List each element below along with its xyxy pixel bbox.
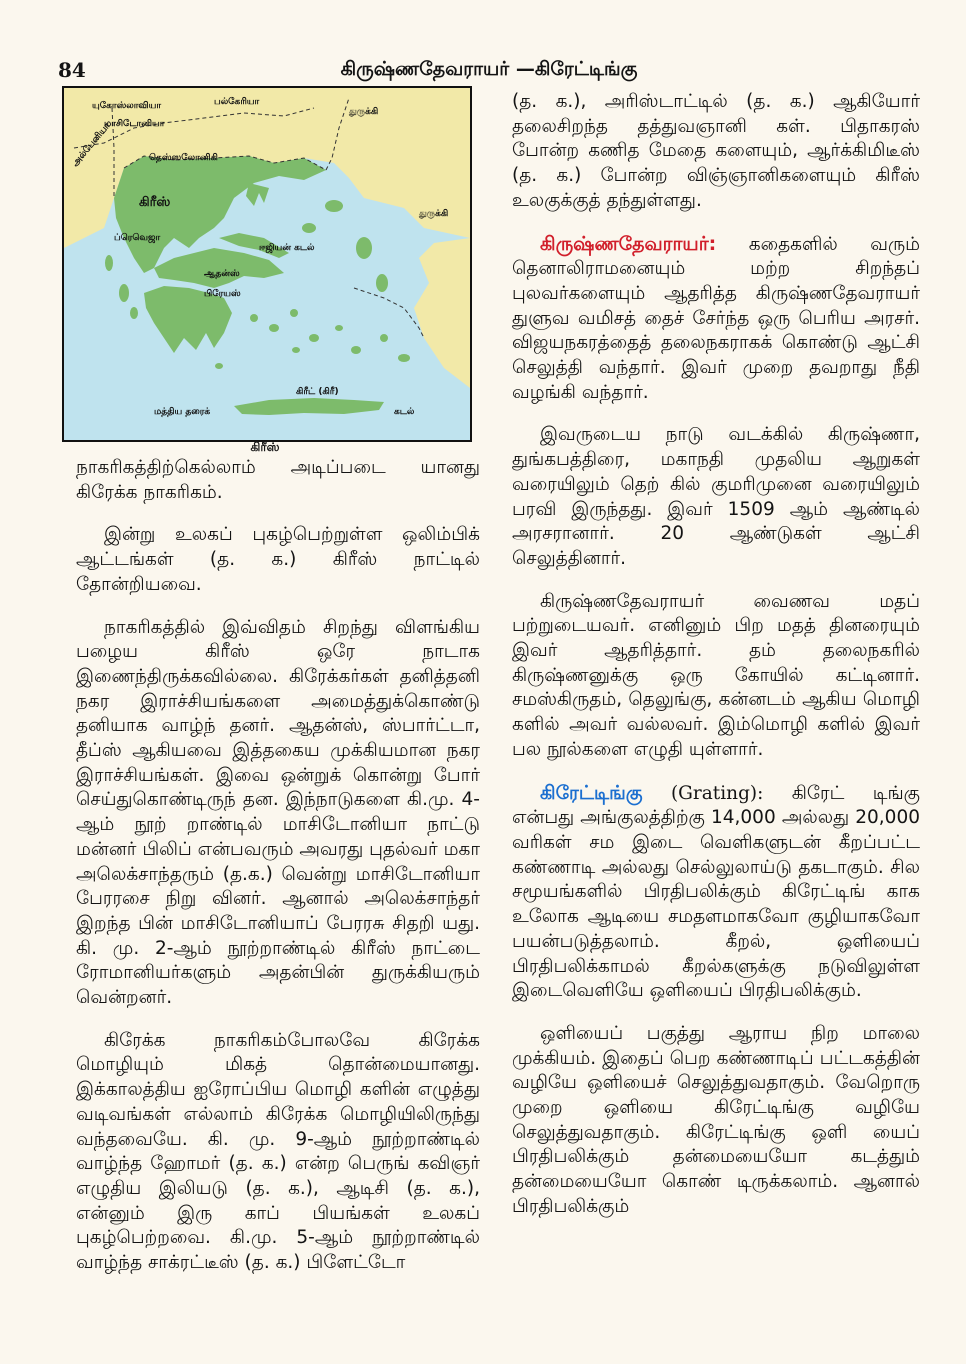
greece-map-svg bbox=[64, 88, 470, 440]
paragraph: இவருடைய நாடு வடக்கில் கிருஷ்ணா, துங்கபத்திரை, மகாநதி முதலிய ஆறுகள் வரையிலும் தெற் கில் குமரிமுனை வரையிலும் பரவி இருந்தது. இவர் 1509 ஆம் ஆண்டில் அரசரானார். 20 ஆண்டுகள் ஆட்சி செலுத்தினார். bbox=[512, 424, 920, 569]
island bbox=[215, 363, 223, 369]
island bbox=[269, 324, 279, 332]
map-label-med-sea-left: மத்திய தரைக் bbox=[154, 407, 211, 417]
island bbox=[325, 200, 343, 212]
island bbox=[130, 307, 138, 319]
page-header bbox=[58, 56, 920, 86]
map-label-yugoslavia: யுகோஸ்லாவியா bbox=[92, 101, 162, 111]
paragraph: நாகரிகத்திற்கெல்லாம் அடிப்படை யானது கிரேக்க நாகரிகம். bbox=[76, 457, 480, 503]
paragraph: நாகரிகத்தில் இவ்விதம் சிறந்து விளங்கிய பழைய கிரீஸ் ஒரே நாடாக இணைந்திருக்கவில்லை. கிரேக்கர்கள் தனித்தனி நகர இராச்சியங்களை அமைத்துக்கொண்டு தனியாக வாழ்ந் தனர். ஆதன்ஸ், ஸ்பார்ட்டா, தீப்ஸ் ஆகியவை இத்தகைய முக்கியமான நகர இராச்சியங்கள். இவை ஒன்றுக் கொன்று போர் செய்துகொண்டிருந் தன. இந்நாடுகளை கி.மு. 4-ஆம் நூற் றாண்டில் மாசிடோனியா நாட்டு மன்னர் பிலிப் என்பவரும் அவரது புதல்வர் மகா அலெக்சாந்தரும் (த.க.) வென்று மாசிடோனியா பேரரசை நிறு வினர். ஆனால் அலெக்சாந்தர் இறந்த பின் மாசிடோனியாப் பேரரசு சிதறி யது. கி. மு. 2-ஆம் நூற்றாண்டில் கிரீஸ் நாட்டை ரோமானியர்களும் அதன்பின் துருக்கியரும் வென்றனர். bbox=[76, 616, 480, 1009]
chalkidiki bbox=[246, 183, 269, 206]
right-column bbox=[512, 90, 920, 1238]
map-label-greece: கிரீஸ் bbox=[139, 195, 171, 210]
map-label-piraeus: பிரேயஸ் bbox=[204, 289, 241, 299]
entry-text: கிரேட் டிங்கு என்பது அங்குலத்திற்கு 14,000 அல்லது 20,000 வரிகள் சம இடை வெளிகளுடன் கீறப்பட்ட கண்ணாடி அல்லது செல்லுலாய்டு தகடாகும். சில சமூயங்களில் பிரதிபலிக்கும் கிரேட்டிங் காக உலோக ஆடியை சமதளமாகவோ குழியாகவோ பயன்படுத்தலாம். கீறல், ஒளியைப் பிரதிபலிக்காமல் கீறல்களுக்கு நடுவிலுள்ள இடைவெளியே ஒளியைப் பிரதிபலிக்கும். bbox=[512, 782, 920, 1002]
map-label-crete: கிரீட் (கிரீ) bbox=[296, 387, 339, 397]
map-label-albania: அல்பேனியா bbox=[70, 121, 113, 169]
island bbox=[292, 347, 300, 353]
entry-heading: கிரேட்டிங்கு bbox=[540, 781, 643, 804]
island bbox=[302, 223, 316, 233]
paragraph: கிருஷ்ணதேவராயர் வைணவ மதப் பற்றுடையவர். எனினும் பிற மதத் தினரையும் இவர் ஆதரித்தார். தம் தலைநகரில் கிருஷ்ணனுக்கு ஒரு கோயில் கட்டினார். சமஸ்கிருதம், தெலுங்கு, கன்னடம் ஆகிய மொழி களில் அவர் வல்லவர். இம்மொழி களில் இவர் பல நூல்களை எழுதி யுள்ளார். bbox=[512, 590, 920, 760]
island bbox=[309, 334, 319, 342]
paragraph: (த. க.), அரிஸ்டாட்டில் (த. க.) ஆகியோர் தலைசிறந்த தத்துவஞானி கள். பிதாகரஸ் போன்ற கணித மேதை களையும், ஆர்க்கிமிடீஸ் (த. க.) போன்ற விஞ்ஞானிகளையும் கிரீஸ் உலகுக்குத் தந்துள்ளது. bbox=[512, 91, 920, 211]
greece-central bbox=[154, 248, 284, 288]
map-label-med-sea-right: கடல் bbox=[394, 407, 415, 417]
running-head: கிருஷ்ணதேவராயர் —கிரேட்டிங்கு bbox=[340, 58, 638, 80]
map-label-bulgaria: பல்கேரியா bbox=[214, 97, 260, 107]
island bbox=[105, 255, 113, 271]
entry-krishnadevaraya bbox=[512, 232, 920, 406]
entry-text: கதைகளில் வரும் தெனாலிராமனையும் மற்ற சிறந்தப் புலவர்களையும் ஆதரித்த கிருஷ்ணதேவராயர் துளுவ வமிசத் தைச் சேர்ந்த ஒரு பெரிய அரசர். விஜயநகரத்தைத் தலைநகராகக் கொண்டு ஆட்சி செலுத்தி வந்தார். இவர் முறை தவறாது நீதி வழங்கி வந்தார். bbox=[512, 233, 920, 403]
crete bbox=[234, 398, 384, 415]
entry-heading: கிருஷ்ணதேவராயர்: bbox=[540, 232, 717, 255]
map-label-turkey-top: துருக்கி bbox=[349, 107, 379, 117]
island bbox=[380, 334, 388, 342]
island bbox=[250, 314, 258, 322]
entry-grating bbox=[512, 781, 920, 1004]
island bbox=[290, 309, 298, 317]
left-column bbox=[76, 456, 480, 1294]
map-label-macedonia: மாசிடோனியா bbox=[104, 119, 165, 129]
map-caption: கிரீஸ் bbox=[250, 440, 280, 454]
island bbox=[119, 284, 129, 302]
island bbox=[398, 354, 410, 362]
island bbox=[376, 274, 388, 292]
map-label-thessaloniki: தெஸ்ஸலோனிகி bbox=[149, 153, 218, 163]
island bbox=[335, 325, 343, 331]
island bbox=[351, 346, 361, 354]
greece-map bbox=[62, 86, 472, 442]
border-line bbox=[354, 288, 424, 338]
paragraph: கிரேக்க நாகரிகம்போலவே கிரேக்க மொழியும் மிகத் தொன்மையானது. இக்காலத்திய ஐரோப்பிய மொழி களின் எழுத்து வடிவங்கள் எல்லாம் கிரேக்க மொழியிலிருந்து வந்தவையே. கி. மு. 9-ஆம் நூற்றாண்டில் வாழ்ந்த ஹோமர் (த. க.) என்ற பெருங் கவிஞர் எழுதிய இலியடு (த. க.), ஆடிசி (த. க.), என்னும் இரு காப் பியங்கள் உலகப் புகழ்பெற்றவை. கி.மு. 5-ஆம் நூற்றாண்டில் வாழ்ந்த சாக்ரட்டீஸ் (த. க.) பிளேட்டோ bbox=[76, 1029, 480, 1274]
map-label-athens: ஆதன்ஸ் bbox=[204, 269, 240, 279]
map-label-preveza: ப்ரெவெஜா bbox=[114, 233, 161, 243]
island bbox=[356, 237, 372, 259]
page-number: 84 bbox=[58, 58, 86, 82]
turkey-land bbox=[414, 238, 470, 388]
entry-latin-term: (Grating): bbox=[670, 782, 764, 804]
map-label-turkey-right: துருக்கி bbox=[419, 209, 449, 219]
map-label-aegean: ஈஜியன் கடல் bbox=[259, 243, 315, 253]
paragraph: இன்று உலகப் புகழ்பெற்றுள்ள ஒலிம்பிக் ஆட்டங்கள் (த. க.) கிரீஸ் நாட்டில் தோன்றியவை. bbox=[76, 524, 480, 595]
paragraph: ஒளியைப் பகுத்து ஆராய நிற மாலை முக்கியம். இதைப் பெற கண்ணாடிப் பட்டகத்தின் வழியே ஒளியைச் செலுத்துவதாகும். வேறொரு முறை ஒளியை கிரேட்டிங்கு வழியே செலுத்துவதாகும். கிரேட்டிங்கு ஒளி யைப் பிரதிபலிக்கும் தன்மையையோ கடத்தும் தன்மையையோ கொண் டிருக்கலாம். ஆனால் பிரதிபலிக்கும் bbox=[512, 1022, 920, 1217]
